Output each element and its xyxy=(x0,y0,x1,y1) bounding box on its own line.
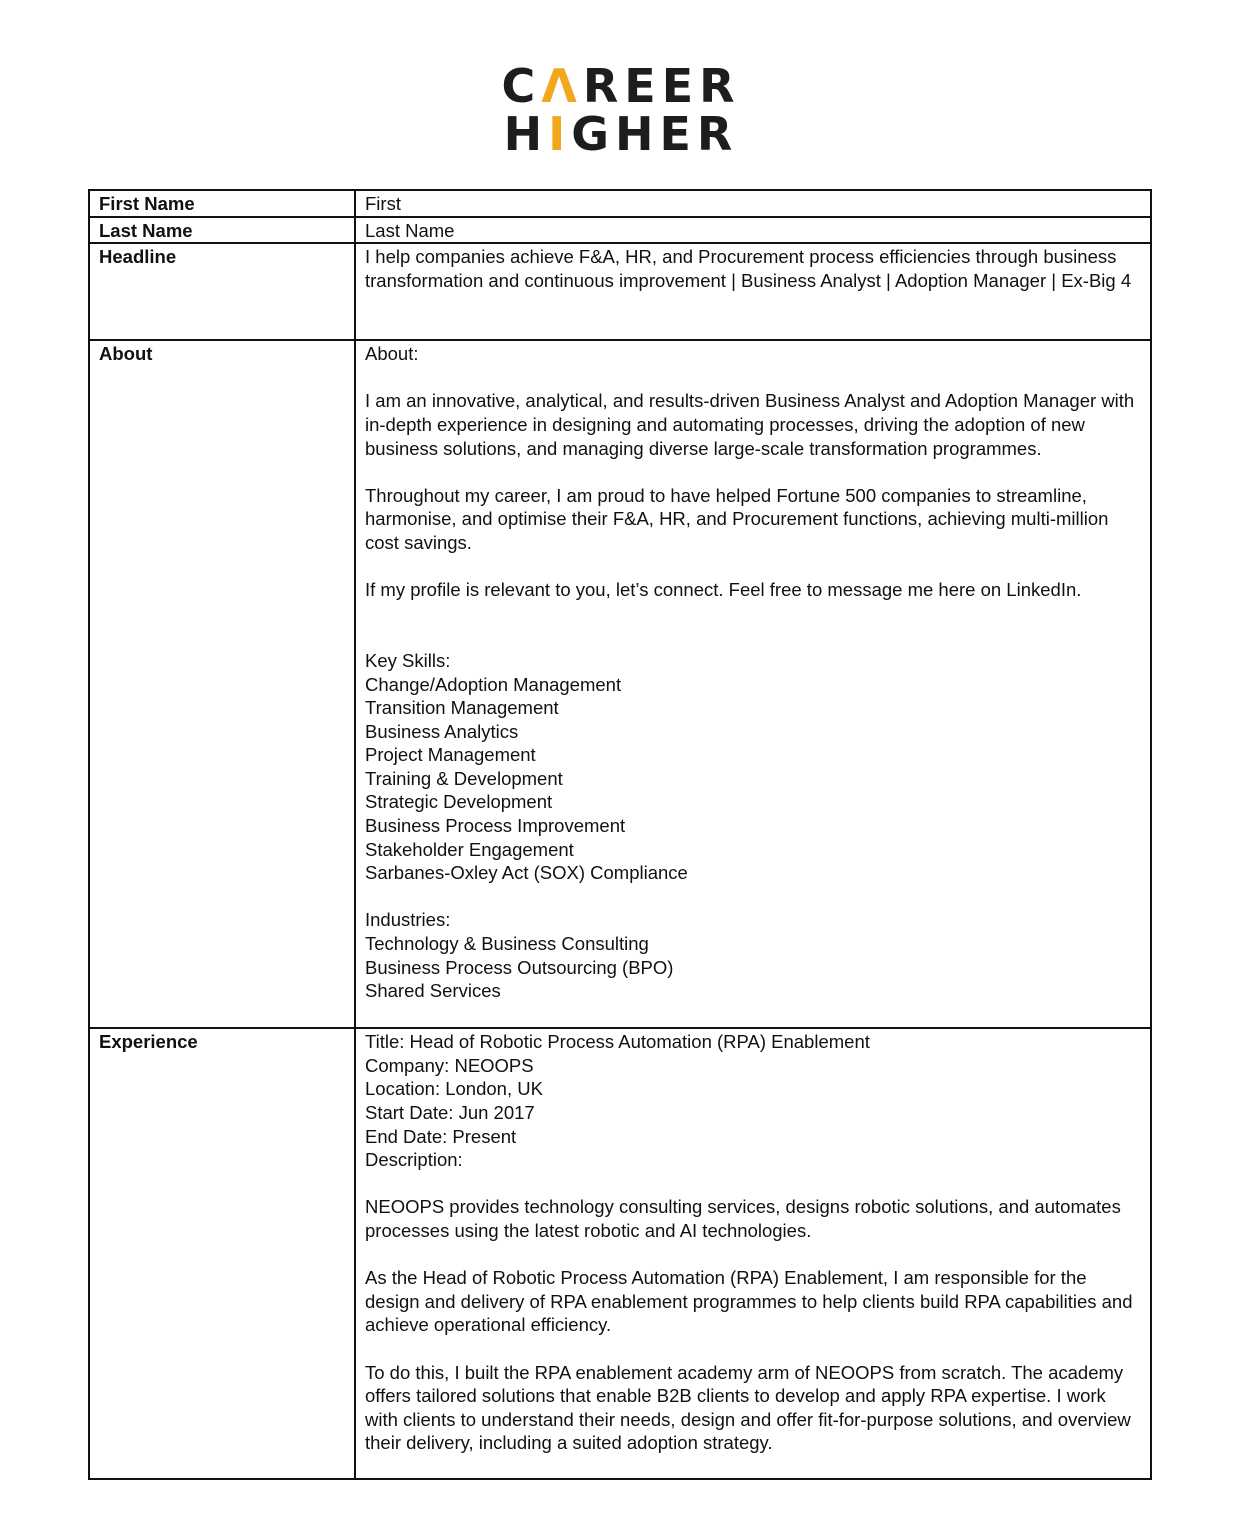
headline-label: Headline xyxy=(89,243,355,340)
profile-table xyxy=(88,189,1152,1480)
logo-letters-reer: REER xyxy=(582,59,741,113)
logo-letters-gher: GHER xyxy=(571,107,739,161)
first-name-label: First Name xyxy=(89,190,355,217)
logo-letter-a-accent: Λ xyxy=(541,59,583,113)
logo-letter-i-accent: I xyxy=(548,107,572,161)
logo-line-career xyxy=(0,59,1242,113)
last-name-label: Last Name xyxy=(89,217,355,244)
about-label: About xyxy=(89,340,355,1028)
logo-letter-h: H xyxy=(503,107,549,161)
headline-row xyxy=(89,243,1151,340)
last-name-value: Last Name xyxy=(355,217,1151,244)
headline-value: I help companies achieve F&A, HR, and Procurement process efficiencies through business transformation and continuous improvement | Business Analyst | Adoption Manager | Ex-Big 4 xyxy=(355,243,1151,340)
logo-line-higher xyxy=(0,107,1242,161)
career-higher-logo xyxy=(0,59,1242,161)
first-name-value: First xyxy=(355,190,1151,217)
about-row xyxy=(89,340,1151,1028)
experience-label: Experience xyxy=(89,1028,355,1479)
last-name-row xyxy=(89,217,1151,244)
experience-row xyxy=(89,1028,1151,1479)
first-name-row xyxy=(89,190,1151,217)
about-value: About: I am an innovative, analytical, and results-driven Business Analyst and Adoption Manager with in-depth experience in designing and automating processes, driving the adoption of new business solutions, and managing diverse large-scale transformation programmes. Throughout my career, I am proud to have helped Fortune 500 companies to streamline, harmonise, and optimise their F&A, HR, and Procurement functions, achieving multi-million cost savings. If my profile is relevant to you, let’s connect. Feel free to message me here on LinkedIn. Key Skills: Change/Adoption Management Transition Management Business Analytics Project Management Training & Development Strategic Development Business Process Improvement Stakeholder Engagement Sarbanes-Oxley Act (SOX) Compliance Industries: Technology & Business Consulting Business Process Outsourcing (BPO) Shared Services xyxy=(355,340,1151,1028)
logo-letter-c: C xyxy=(501,59,542,113)
experience-value: Title: Head of Robotic Process Automation (RPA) Enablement Company: NEOOPS Location: London, UK Start Date: Jun 2017 End Date: Present Description: NEOOPS provides technology consulting services, designs robotic solutions, and automates processes using the latest robotic and AI technologies. As the Head of Robotic Process Automation (RPA) Enablement, I am responsible for the design and delivery of RPA enablement programmes to help clients build RPA capabilities and achieve operational efficiency. To do this, I built the RPA enablement academy arm of NEOOPS from scratch. The academy offers tailored solutions that enable B2B clients to develop and apply RPA expertise. I work with clients to understand their needs, design and offer fit-for-purpose solutions, and overview their delivery, including a suited adoption strategy. xyxy=(355,1028,1151,1479)
